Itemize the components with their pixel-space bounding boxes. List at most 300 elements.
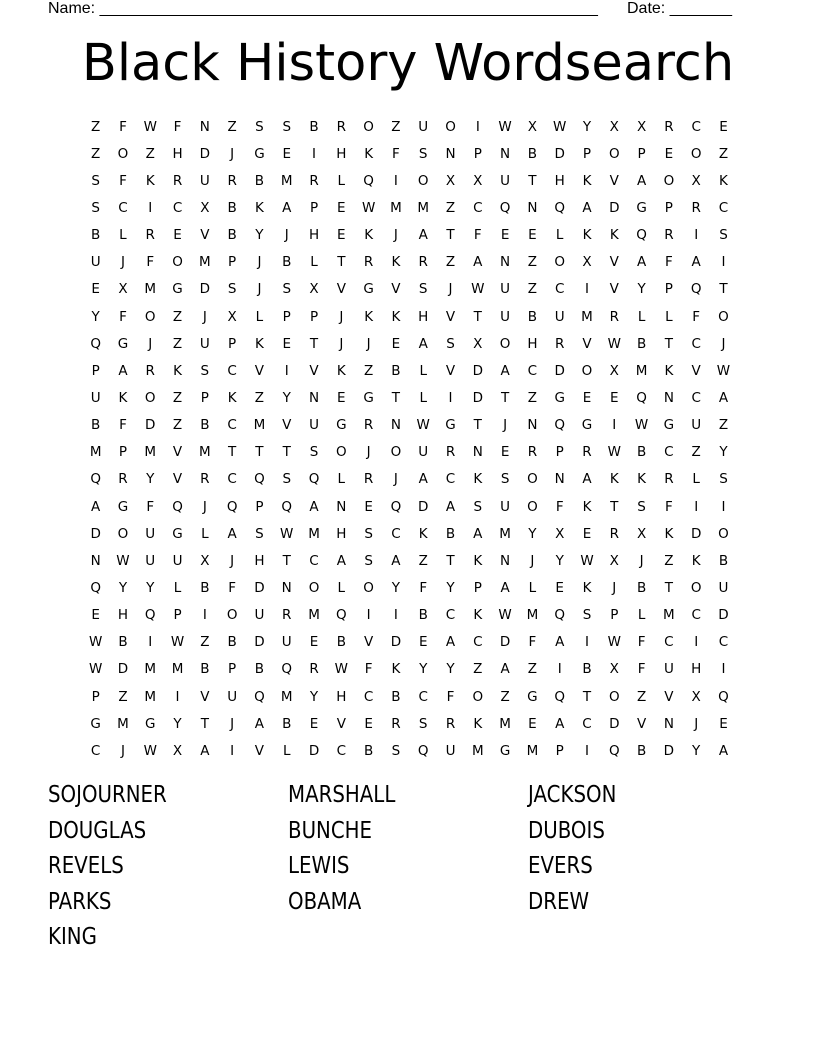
grid-letter: E [337,389,346,406]
grid-letter: I [475,118,480,135]
grid-letter: O [608,145,620,162]
grid-letter: L [665,308,673,325]
grid-letter: B [636,579,647,596]
grid-letter: N [527,199,538,216]
grid-letter: C [664,634,674,651]
grid-letter: U [691,417,702,434]
grid-letter: N [527,417,538,434]
grid-letter: R [664,227,674,244]
grid-letter: W [334,661,348,678]
grid-letter: R [172,172,183,189]
grid-letter: K [173,362,182,379]
word-bank-item: PARKS [48,888,112,915]
grid-letter: K [391,661,401,678]
name-field-label: Name: ________________________________________________________ [48,0,598,17]
grid-letter: D [663,742,675,759]
grid-letter: I [448,389,453,406]
grid-letter: Q [499,199,511,216]
grid-letter: S [309,444,319,461]
grid-letter: Z [254,389,265,406]
grid-letter: K [418,525,428,542]
grid-letter: K [582,579,592,596]
grid-letter: O [445,118,456,135]
grid-letter: O [663,172,675,189]
grid-letter: D [609,715,620,732]
grid-letter: U [718,579,729,596]
grid-letter: K [609,227,619,244]
grid-letter: A [418,471,428,488]
grid-letter: M [471,742,484,759]
grid-letter: V [582,335,592,352]
grid-letter: E [528,227,537,244]
grid-letter: V [445,308,456,325]
grid-letter: H [336,688,347,705]
grid-letter: Z [172,308,183,325]
grid-letter: C [691,389,701,406]
grid-letter: M [663,607,675,624]
grid-letter: K [391,308,401,325]
grid-letter: H [527,335,538,352]
grid-letter: M [199,444,211,461]
grid-letter: G [581,417,593,434]
grid-letter: M [144,444,157,461]
grid-letter: R [609,308,619,325]
grid-letter: Q [554,688,566,705]
grid-letter: R [227,172,237,189]
grid-letter: W [88,661,103,678]
grid-letter: B [91,417,101,434]
grid-letter: T [500,389,510,406]
grid-letter: V [200,688,210,705]
grid-letter: U [254,607,265,624]
grid-letter: A [336,552,346,569]
grid-letter: G [254,145,265,162]
grid-letter: E [664,145,674,162]
grid-letter: B [336,634,346,651]
grid-letter: K [609,471,619,488]
grid-letter: S [282,471,292,488]
grid-letter: G [117,335,129,352]
grid-letter: N [500,145,511,162]
grid-letter: Q [90,471,101,488]
grid-letter: F [119,308,127,325]
grid-letter: R [309,172,319,189]
grid-letter: T [473,417,482,434]
grid-letter: U [418,118,429,135]
grid-letter: B [391,362,401,379]
grid-letter: C [691,607,701,624]
grid-letter: Z [172,389,183,406]
grid-letter: L [310,254,318,271]
grid-letter: J [230,552,235,569]
grid-letter: J [339,308,344,325]
grid-letter: Z [118,688,128,705]
grid-letter: F [228,579,237,596]
grid-letter: M [390,199,402,216]
grid-letter: G [527,688,538,705]
grid-letter: T [446,552,455,569]
grid-letter: Q [718,688,729,705]
grid-letter: N [445,145,456,162]
grid-letter: D [390,634,402,651]
grid-letter: O [608,688,620,705]
grid-letter: B [227,634,237,651]
grid-letter: G [363,281,374,298]
grid-letter: O [363,118,374,135]
grid-letter: P [118,444,128,461]
grid-letter: Q [90,335,101,352]
grid-letter: Q [336,607,347,624]
grid-letter: L [119,227,127,244]
grid-letter: A [500,362,510,379]
grid-letter: B [227,227,237,244]
grid-letter: X [200,552,210,569]
grid-letter: B [527,145,538,162]
grid-letter: Z [691,444,701,461]
grid-letter: R [418,254,428,271]
grid-letter: A [582,199,592,216]
word-bank-item: LEWIS [288,853,350,879]
grid-letter: Z [718,417,729,434]
grid-letter: H [336,525,347,542]
grid-letter: E [282,335,291,352]
grid-letter: P [582,145,592,162]
grid-letter: L [337,172,346,189]
grid-letter: O [172,254,183,271]
grid-letter: Z [145,145,155,162]
grid-letter: R [527,444,538,461]
grid-letter: Z [500,688,510,705]
grid-letter: B [418,607,428,624]
grid-letter: Q [281,498,293,515]
grid-letter: D [199,145,211,162]
word-bank-item: OBAMA [288,888,362,915]
grid-letter: B [227,199,237,216]
grid-letter: J [230,145,235,162]
grid-letter: I [230,742,235,759]
grid-letter: Q [363,172,374,189]
grid-letter: L [637,308,646,325]
grid-letter: G [336,417,347,434]
grid-letter: S [227,281,237,298]
grid-letter: Y [173,715,182,732]
grid-letter: E [719,715,728,732]
grid-letter: G [145,715,156,732]
grid-letter: C [664,444,674,461]
grid-letter: R [609,525,619,542]
grid-letter: O [417,172,429,189]
grid-letter: T [528,172,537,189]
grid-letter: P [200,389,209,406]
grid-letter: P [555,742,564,759]
grid-letter: E [309,634,319,651]
grid-letter: F [119,417,127,434]
grid-letter: B [200,661,210,678]
grid-letter: K [582,172,592,189]
grid-letter: Q [254,471,265,488]
grid-letter: Q [390,498,402,515]
grid-letter: Q [281,661,293,678]
grid-letter: U [90,254,101,271]
grid-letter: R [145,227,155,244]
grid-letter: C [554,281,565,298]
grid-letter: V [282,417,292,434]
grid-letter: D [609,199,620,216]
grid-letter: X [309,281,319,298]
grid-letter: S [418,281,428,298]
grid-letter: D [199,281,211,298]
grid-letter: O [363,579,374,596]
grid-letter: S [255,525,264,542]
grid-letter: P [664,199,673,216]
grid-letter: X [609,661,619,678]
grid-letter: S [364,552,373,569]
grid-letter: J [639,552,644,569]
grid-letter: O [117,145,129,162]
grid-letter: F [637,634,646,651]
grid-letter: J [530,552,535,569]
grid-letter: V [391,281,401,298]
word-bank-item: JACKSON [528,782,617,808]
grid-letter: A [718,389,729,406]
grid-letter: U [500,498,511,515]
grid-letter: X [609,552,619,569]
grid-letter: D [554,362,565,379]
grid-letter: T [200,715,209,732]
grid-letter: M [499,715,511,732]
grid-letter: L [173,579,182,596]
grid-letter: J [694,715,699,732]
grid-letter: I [721,254,726,271]
grid-letter: U [500,172,511,189]
grid-letter: G [499,742,511,759]
grid-letter: F [446,688,455,705]
grid-letter: I [312,145,317,162]
grid-letter: A [555,634,565,651]
grid-letter: A [445,634,456,651]
grid-letter: Z [473,661,483,678]
grid-letter: E [173,227,182,244]
grid-letter: D [117,661,129,678]
grid-letter: D [472,389,483,406]
grid-letter: P [473,145,482,162]
grid-letter: K [637,471,647,488]
grid-letter: B [200,579,210,596]
grid-letter: J [339,335,344,352]
grid-letter: Q [690,281,702,298]
grid-letter: N [281,579,292,596]
grid-letter: M [199,254,211,271]
word-bank-item: DUBOIS [528,817,605,844]
grid-letter: J [148,335,153,352]
grid-letter: I [148,634,153,651]
grid-letter: Y [391,579,401,596]
grid-letter: X [609,118,619,135]
grid-letter: F [392,145,400,162]
grid-letter: I [585,281,589,298]
grid-letter: K [719,172,728,189]
grid-letter: A [418,227,428,244]
grid-letter: Z [418,552,428,569]
grid-letter: P [228,254,237,271]
grid-letter: M [526,742,539,759]
grid-letter: K [336,362,346,379]
grid-letter: L [255,308,264,325]
grid-letter: D [499,634,511,651]
grid-letter: C [227,417,237,434]
grid-letter: W [143,118,157,135]
grid-letter: H [254,552,265,569]
grid-letter: D [308,742,320,759]
grid-letter: F [364,661,373,678]
grid-letter: V [664,688,674,705]
grid-letter: Z [227,118,237,135]
grid-letter: P [309,308,319,325]
grid-letter: J [120,742,125,759]
grid-letter: Z [91,145,101,162]
grid-letter: S [200,362,210,379]
grid-letter: N [90,552,101,569]
grid-letter: Y [91,308,100,325]
grid-letter: J [230,715,235,732]
grid-letter: M [499,525,511,542]
grid-letter: Y [719,444,728,461]
grid-letter: P [91,688,100,705]
grid-letter: D [145,417,156,434]
grid-letter: M [308,525,320,542]
grid-letter: I [202,607,207,624]
grid-letter: H [172,145,183,162]
grid-letter: E [582,525,592,542]
grid-letter: A [200,742,210,759]
grid-letter: Q [172,498,183,515]
grid-letter: W [116,552,130,569]
grid-letter: V [172,444,183,461]
grid-letter: K [255,199,264,216]
grid-letter: H [117,607,129,624]
grid-letter: S [391,742,401,759]
grid-letter: F [528,634,537,651]
grid-letter: G [172,281,183,298]
word-bank-item: KING [48,924,97,950]
grid-letter: R [282,607,292,624]
grid-letter: Z [391,118,401,135]
grid-letter: Q [608,742,620,759]
grid-letter: K [227,389,237,406]
grid-letter: Y [118,579,128,596]
grid-letter: N [199,118,210,135]
grid-letter: D [554,145,565,162]
grid-letter: D [254,634,265,651]
grid-letter: E [91,281,100,298]
grid-letter: S [719,227,728,244]
grid-letter: K [582,498,592,515]
grid-letter: J [257,254,262,271]
grid-letter: Z [527,661,538,678]
grid-letter: O [690,145,702,162]
grid-letter: I [366,607,371,624]
grid-letter: M [253,417,266,434]
grid-letter: X [172,742,183,759]
grid-letter: E [391,335,401,352]
grid-letter: X [227,308,237,325]
word-bank-item: DREW [528,888,590,915]
grid-letter: B [527,308,538,325]
grid-letter: N [472,444,483,461]
grid-letter: J [202,308,207,325]
grid-letter: Y [146,579,155,596]
grid-letter: M [308,607,320,624]
grid-letter: G [554,389,565,406]
grid-letter: W [634,417,649,434]
grid-letter: B [282,254,292,271]
grid-letter: K [364,308,374,325]
grid-letter: V [254,362,265,379]
grid-letter: Q [636,389,647,406]
grid-letter: V [200,227,210,244]
grid-letter: F [665,254,673,271]
grid-letter: T [282,552,291,569]
grid-letter: E [500,444,510,461]
grid-letter: O [390,444,402,461]
grid-letter: Z [527,281,538,298]
grid-letter: O [336,444,347,461]
grid-letter: L [692,471,700,488]
grid-letter: E [364,498,373,515]
grid-letter: P [555,444,564,461]
grid-letter: E [282,145,291,162]
grid-letter: C [118,199,128,216]
grid-letter: U [554,308,565,325]
grid-letter: E [418,634,428,651]
grid-letter: Y [582,118,592,135]
grid-letter: O [718,308,729,325]
grid-letter: M [635,362,648,379]
grid-letter: T [582,688,592,705]
grid-letter: B [445,525,456,542]
grid-letter: C [718,199,729,216]
grid-letter: Q [417,742,429,759]
grid-letter: Y [309,688,319,705]
grid-letter: Y [446,579,455,596]
grid-letter: C [90,742,101,759]
grid-letter: K [664,362,674,379]
grid-letter: D [90,525,101,542]
grid-letter: O [144,389,156,406]
grid-letter: N [308,389,320,406]
grid-letter: B [363,742,374,759]
grid-letter: W [580,552,594,569]
grid-letter: Z [527,254,538,271]
grid-letter: R [664,118,674,135]
grid-letter: X [473,335,483,352]
grid-letter: T [664,335,673,352]
grid-letter: I [612,417,617,434]
grid-letter: A [691,254,701,271]
grid-letter: W [553,118,567,135]
grid-letter: O [554,254,566,271]
grid-letter: T [337,254,346,271]
grid-letter: P [637,145,646,162]
grid-letter: P [173,607,182,624]
grid-letter: B [636,742,647,759]
grid-letter: B [391,688,401,705]
grid-letter: P [282,308,291,325]
grid-letter: E [582,389,592,406]
grid-letter: Z [200,634,210,651]
grid-letter: F [119,118,127,135]
grid-letter: Y [446,661,455,678]
